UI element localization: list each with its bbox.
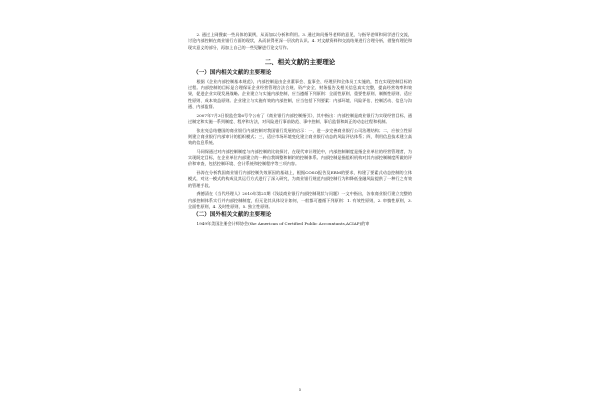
intro-paragraph: 2. 通过上网搜索一些具体的案例，从而加以分析和利用。3. 通过询问指导老师的意见，与指导老师和同学进行交流，讨论内部控制在商业银行方面的现状，从而获得更深一层次的认识。4. 对文献资料和交流结果进行合理分析，借鉴有理论和现实意义的部分，再加上自己的一些见解进行论文写作。	[188, 32, 412, 50]
body-paragraph: 孙涛在分析我国商业银行内部控制失效原因的基础上，根据COSO报告及ERM的要求，构建了要素式动态控制的立体模式，对这一模式的构成及其运行方式进行了深入研究，为商业银行规范内部控制行为和降低金融风险提供了一种行之有效的管理手段。	[188, 170, 412, 188]
body-paragraph: 根据《企业内部控制基本规范》，内部控制是由企业董事会、监事会、经理层和全体员工实施的，旨在实现控制目标的过程。内部控制的目标是合理保证企业经营管理合法合规、资产安全、财务报告及相关信息真实完整，提高经营效率和效果，促进企业实现发展战略。企业建立与实施内部控制，应当遵循下列原则：全面性原则、重要性原则、制衡性原则、适应性原则、成本效益原则。企业建立与实施有效的内部控制，应当包括下列要素：内部环境、风险评估、控制活动、信息与沟通、内部监督。	[188, 78, 412, 109]
body-paragraph: 2007年7月3日银监会第6号令公布了《商业银行内部控制指引》，其中指出：内部控制是商业银行为实现经营目标，通过制定和实施一系列制度、程序和方法，对风险进行事前防范、事中控制、事后监督和纠正的动态过程和机制。	[188, 112, 412, 124]
subsection-title-foreign: （二）国外相关文献的主要理论	[193, 212, 272, 218]
body-paragraph: 马同保通过对内部控制制度与内部控制的比较探讨，在现代审计理论中，内部控制制度是指企业单位的经营管理者，为实现既定目标，在企业单位内部建立的一种自我调整和制约的控制体系。内部控制是指组织机构对其内部控制制度所做的评价和审查，包括控制环境、会计系统和控制程序等三项内容。	[188, 148, 412, 167]
page-body	[188, 32, 412, 227]
body-paragraph: 张宏亮总结德国的商业银行内部控制对我国银行发展的启示：一，进一步完善商业银行公司治理结构；二，应按立性原则建立商业银行内部审计的组织模式；三，适应市场环境变化建立商业银行动态的风险评估体系；四，利用信息技术建立高效的信息系统。	[188, 127, 412, 145]
section-title: 二、相关文献的主要理论	[264, 57, 336, 66]
subsection-title-domestic: （一）国内相关文献的主要理论	[193, 69, 272, 76]
body-paragraph: 1949年美国注册会计师协会(the American of Certified Public Accountants,ACIAP)的审	[196, 221, 370, 226]
body-paragraph: 龚德清在《当代经理人》2010年第21期《浅谈商业银行内部控制现状与问题》一文中指出，各家商业银行建立完整的内部控制体系实行并内部控制制度，但无论其具体设计如何，一般都可遵循下列原则：1. 有效性原则，2. 审慎性原则，3. 全面性原则，4. 及时性原则，5. 独立性原则。	[188, 191, 412, 209]
page-number: 5	[298, 387, 302, 392]
